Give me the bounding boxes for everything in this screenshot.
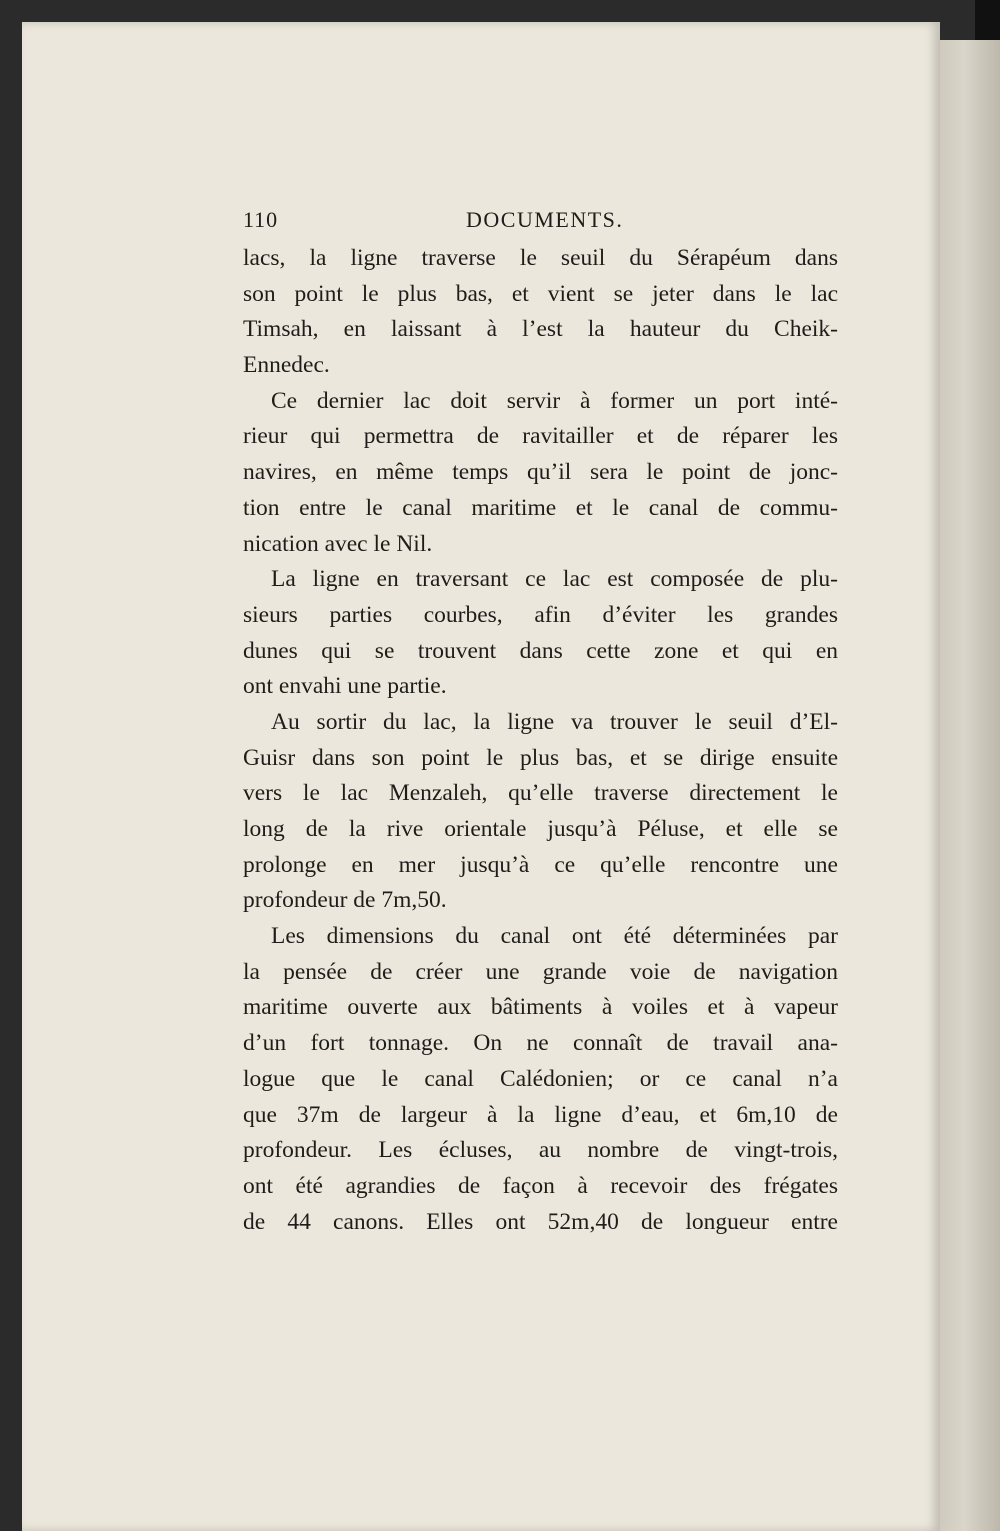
text-line: Guisr dans son point le plus bas, et se dirige ensuite (243, 744, 838, 771)
text-line: ont envahi une partie. (243, 673, 447, 700)
text-line: Timsah, en laissant à l’est la hauteur du Cheik- (243, 316, 838, 343)
text-line: d’un fort tonnage. On ne connaît de travail ana- (243, 1030, 838, 1057)
page-text-block (243, 203, 838, 1240)
page-number: 110 (243, 207, 279, 232)
text-line: Ce dernier lac doit servir à former un port inté- (271, 387, 838, 414)
text-line: lacs, la ligne traverse le seuil du Sérapéum dans (243, 245, 838, 271)
running-head (243, 203, 838, 241)
text-line: son point le plus bas, et vient se jeter dans le lac (243, 280, 838, 307)
text-line: de 44 canons. Elles ont 52m,40 de longueur entre (243, 1208, 838, 1235)
body-text (243, 241, 838, 1240)
scan-background-strip (975, 0, 1000, 40)
text-line: ont été agrandies de façon à recevoir des frégates (243, 1172, 838, 1199)
text-line: Au sortir du lac, la ligne va trouver le seuil d’El- (271, 708, 838, 735)
text-line: profondeur de 7m,50. (243, 887, 447, 914)
text-line: sieurs parties courbes, afin d’éviter les grandes (243, 601, 838, 628)
text-line: tion entre le canal maritime et le canal de commu- (243, 494, 838, 521)
text-line: nication avec le Nil. (243, 530, 433, 557)
text-line: navires, en même temps qu’il sera le point de jonc- (243, 459, 838, 486)
text-line: profondeur. Les écluses, au nombre de vingt-trois, (243, 1137, 838, 1164)
text-line: que 37m de largeur à la ligne d’eau, et 6m,10 de (243, 1101, 838, 1128)
text-line: rieur qui permettra de ravitailler et de réparer les (243, 423, 838, 450)
text-line: maritime ouverte aux bâtiments à voiles et à vapeur (243, 994, 838, 1021)
text-line: Ennedec. (243, 352, 330, 379)
text-line: dunes qui se trouvent dans cette zone et qui en (243, 637, 838, 664)
text-line: Les dimensions du canal ont été déterminées par (271, 923, 838, 950)
facing-page-edge (940, 40, 1000, 1531)
text-line: la pensée de créer une grande voie de navigation (243, 958, 838, 985)
text-line: prolonge en mer jusqu’à ce qu’elle rencontre une (243, 851, 838, 878)
text-line: vers le lac Menzaleh, qu’elle traverse directement le (243, 780, 838, 807)
text-line: logue que le canal Calédonien; or ce canal n’a (243, 1065, 838, 1092)
text-line: long de la rive orientale jusqu’à Péluse, et elle se (243, 816, 838, 842)
text-line: La ligne en traversant ce lac est composée de plu- (271, 566, 838, 593)
section-title: DOCUMENTS. (466, 207, 624, 232)
